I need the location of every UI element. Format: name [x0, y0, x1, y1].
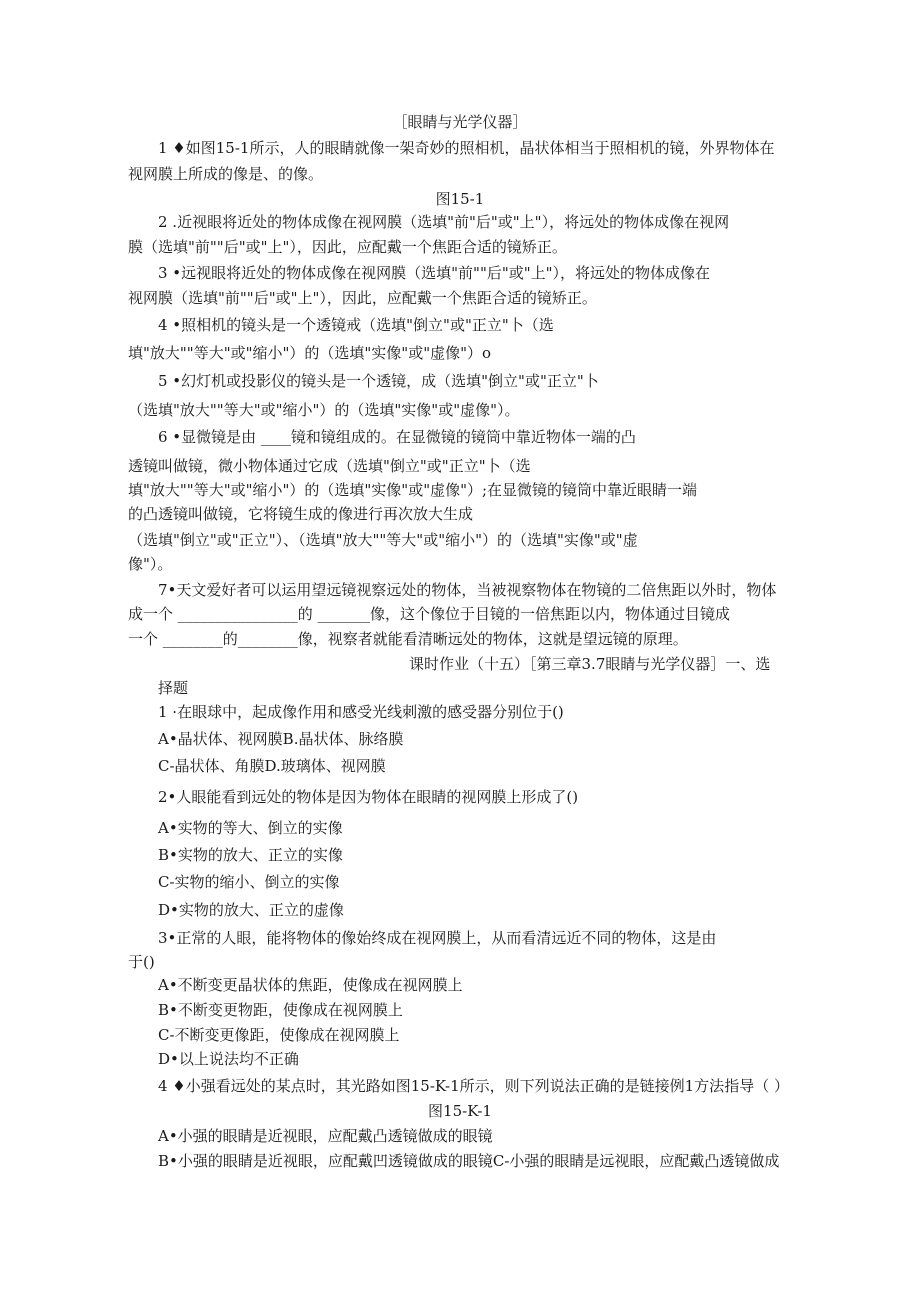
text-line: 填"放大""等大"或"缩小"）的（选填"实像"或"虚像"）;在显微镜的镜筒中靠近眼睛一端: [128, 481, 698, 499]
figure-caption: 图15-1: [435, 190, 485, 208]
section-heading: 择题: [158, 679, 189, 697]
text-line: 透镜叫做镜，微小物体通过它成（选填"倒立"或"正立"卜（选: [128, 457, 531, 475]
question-3-cont: 于(): [128, 953, 155, 971]
text-line: 4 •照相机的镜头是一个透镜戒（选填"倒立"或"正立"卜（选: [158, 316, 554, 334]
text-line: 1 ♦如图15-1所示，人的眼睛就像一架奇妙的照相机，晶状体相当于照相机的镜，外界物体在: [158, 139, 775, 157]
option-line: C-不断变更像距，使像成在视网膜上: [158, 1026, 400, 1044]
option-line: C-晶状体、角膜D.玻璃体、视网膜: [158, 757, 386, 775]
option-line: A•不断变更晶状体的焦距，使像成在视网膜上: [158, 976, 463, 994]
homework-title: 课时作业（十五）［第三章3.7眼睛与光学仪器］一、选: [409, 655, 771, 673]
text-line: 2 .近视眼将近处的物体成像在视网膜（选填"前"后"或"上"），将远处的物体成像在视网: [158, 213, 730, 231]
option-line: A•小强的眼睛是近视眼，应配戴凸透镜做成的眼镜: [158, 1127, 493, 1145]
question-4: 4 ♦小强看远处的某点时，其光路如图15-K-1所示，则下列说法正确的是链接例1方法指导（ ）: [158, 1077, 789, 1095]
text-line: 一个 ________的________像，视察者就能看清晰远处的物体，这就是望远镜的原理。: [128, 630, 688, 648]
figure-caption: 图15-K-1: [428, 1102, 492, 1120]
text-line: 的凸透镜叫做镜，它将镜生成的像进行再次放大生成: [128, 505, 474, 523]
text-line: 膜（选填"前""后"或"上"），因此，应配戴一个焦距合适的镜矫正。: [128, 238, 567, 256]
option-line: C-实物的缩小、倒立的实像: [158, 873, 340, 891]
text-line: 7•天文爱好者可以运用望远镜视察远处的物体，当被视察物体在物镜的二倍焦距以外时，物体: [158, 581, 777, 599]
text-line: 视网膜上所成的像是、的像。: [128, 165, 324, 183]
text-line: 6 •显微镜是由 ____镜和镜组成的。在显微镜的镜筒中靠近物体一端的凸: [158, 428, 636, 446]
question-1: 1 ·在眼球中，起成像作用和感受光线刺激的感受器分别位于(): [158, 703, 564, 721]
section-title: ［眼睛与光学仪器］: [392, 113, 528, 131]
option-line: A•实物的等大、倒立的实像: [158, 819, 343, 837]
text-line: 成一个 ________________的 _______像，这个像位于目镜的一倍焦距以内，物体通过目镜成: [128, 605, 731, 623]
question-2: 2•人眼能看到远处的物体是因为物体在眼睛的视网膜上形成了(): [158, 788, 579, 806]
option-line: B•小强的眼睛是近视眼，应配戴凹透镜做成的眼镜C-小强的眼睛是远视眼，应配戴凸透镜做成: [158, 1152, 780, 1170]
option-line: B•不断变更物距，使像成在视网膜上: [158, 1001, 403, 1019]
option-line: A•晶状体、视网膜B.晶状体、脉络膜: [158, 730, 404, 748]
option-line: D•实物的放大、正立的虚像: [158, 901, 344, 919]
text-line: 像"）。: [128, 555, 173, 573]
text-line: 填"放大""等大"或"缩小"）的（选填"实像"或"虚像"）o: [128, 344, 492, 362]
text-line: 3 •远视眼将近处的物体成像在视网膜（选填"前""后"或"上"），将远处的物体成像在: [158, 264, 711, 282]
question-3: 3•正常的人眼，能将物体的像始终成在视网膜上，从而看清远近不同的物体，这是由: [158, 929, 717, 947]
text-line: 视网膜（选填"前""后"或"上"），因此，应配戴一个焦距合适的镜矫正。: [128, 289, 597, 307]
text-line: （选填"放大""等大"或"缩小"）的（选填"实像"或"虚像"）。: [128, 401, 520, 419]
text-line: （选填"倒立"或"正立"）、（选填"放大""等大"或"缩小"）的（选填"实像"或"虚: [128, 531, 638, 549]
text-line: 5 •幻灯机或投影仪的镜头是一个透镜，成（选填"倒立"或"正立"卜: [158, 372, 599, 390]
option-line: D•以上说法均不正确: [158, 1050, 299, 1068]
option-line: B•实物的放大、正立的实像: [158, 846, 343, 864]
